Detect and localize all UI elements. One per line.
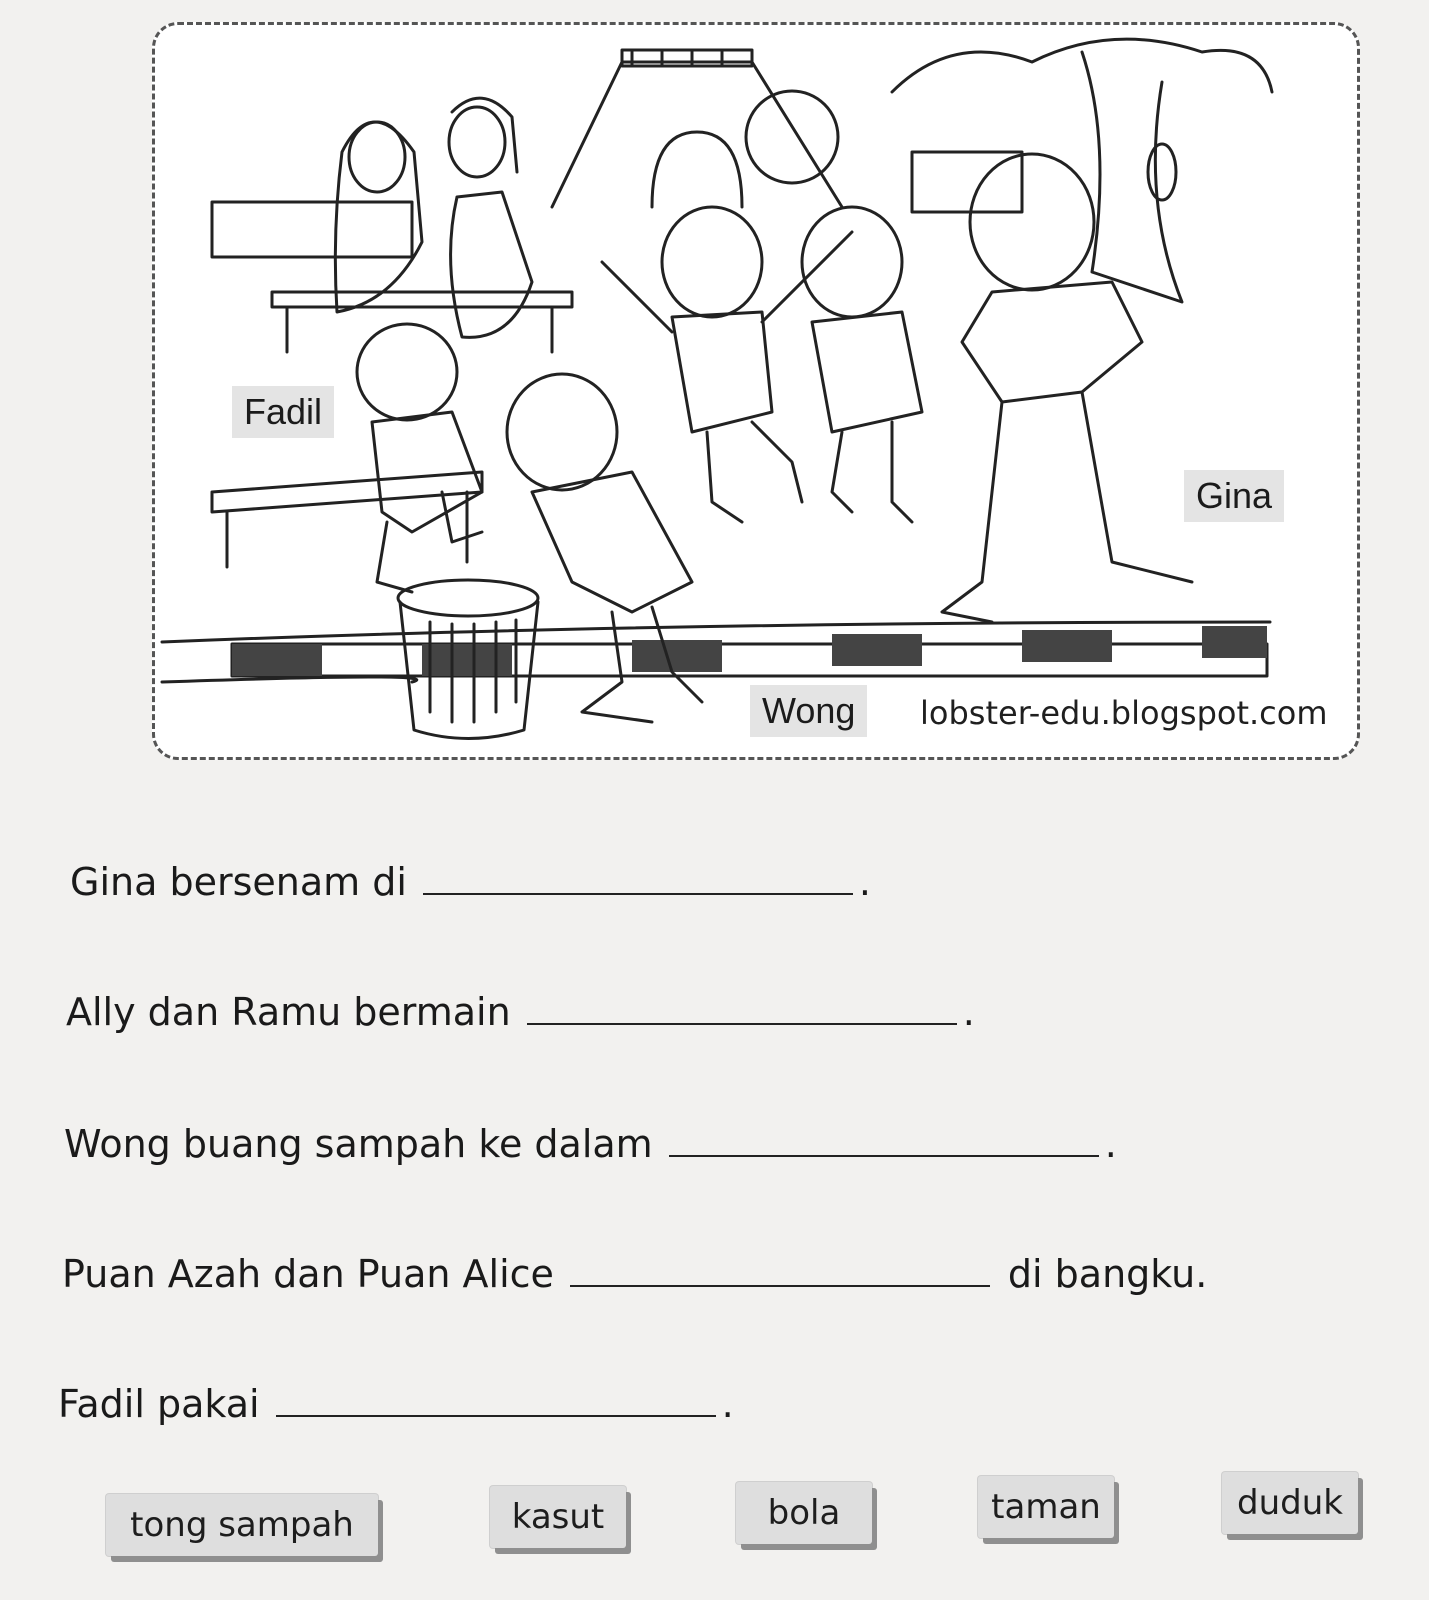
ball-players	[602, 91, 922, 522]
word-card-bola[interactable]: bola	[736, 1482, 872, 1544]
watermark: lobster-edu.blogspot.com	[920, 694, 1328, 732]
question-5-end: .	[721, 1382, 734, 1426]
gina-figure	[942, 154, 1192, 622]
question-2-text: Ally dan Ramu bermain	[66, 990, 511, 1034]
question-3-text: Wong buang sampah ke dalam	[64, 1122, 653, 1166]
answer-blank-1[interactable]	[423, 889, 853, 895]
question-1-end: .	[858, 860, 871, 904]
back-bench	[272, 292, 572, 352]
label-fadil: Fadil	[232, 386, 334, 438]
question-4-text: Puan Azah dan Puan Alice	[62, 1252, 554, 1296]
answer-blank-4[interactable]	[570, 1281, 990, 1287]
wong-figure	[507, 374, 702, 722]
answer-blank-2[interactable]	[527, 1019, 957, 1025]
label-gina: Gina	[1184, 470, 1284, 522]
question-3-end: .	[1104, 1122, 1117, 1166]
question-4	[62, 1252, 1207, 1296]
question-3	[64, 1122, 1117, 1166]
word-card-duduk[interactable]: duduk	[1222, 1472, 1358, 1534]
question-1-text: Gina bersenam di	[70, 860, 407, 904]
question-2	[66, 990, 975, 1034]
question-2-end: .	[962, 990, 975, 1034]
question-5-text: Fadil pakai	[58, 1382, 260, 1426]
answer-blank-5[interactable]	[276, 1411, 716, 1417]
question-5	[58, 1382, 734, 1426]
label-wong: Wong	[750, 685, 867, 737]
answer-blank-3[interactable]	[669, 1151, 1099, 1157]
fadil-figure	[357, 324, 482, 592]
front-bench	[212, 472, 482, 567]
word-card-taman[interactable]: taman	[978, 1476, 1114, 1538]
word-card-tong-sampah[interactable]: tong sampah	[106, 1494, 378, 1556]
question-4-end: di bangku.	[1007, 1252, 1208, 1296]
word-card-kasut[interactable]: kasut	[490, 1486, 626, 1548]
question-1	[70, 860, 871, 904]
women-figures	[335, 98, 532, 337]
